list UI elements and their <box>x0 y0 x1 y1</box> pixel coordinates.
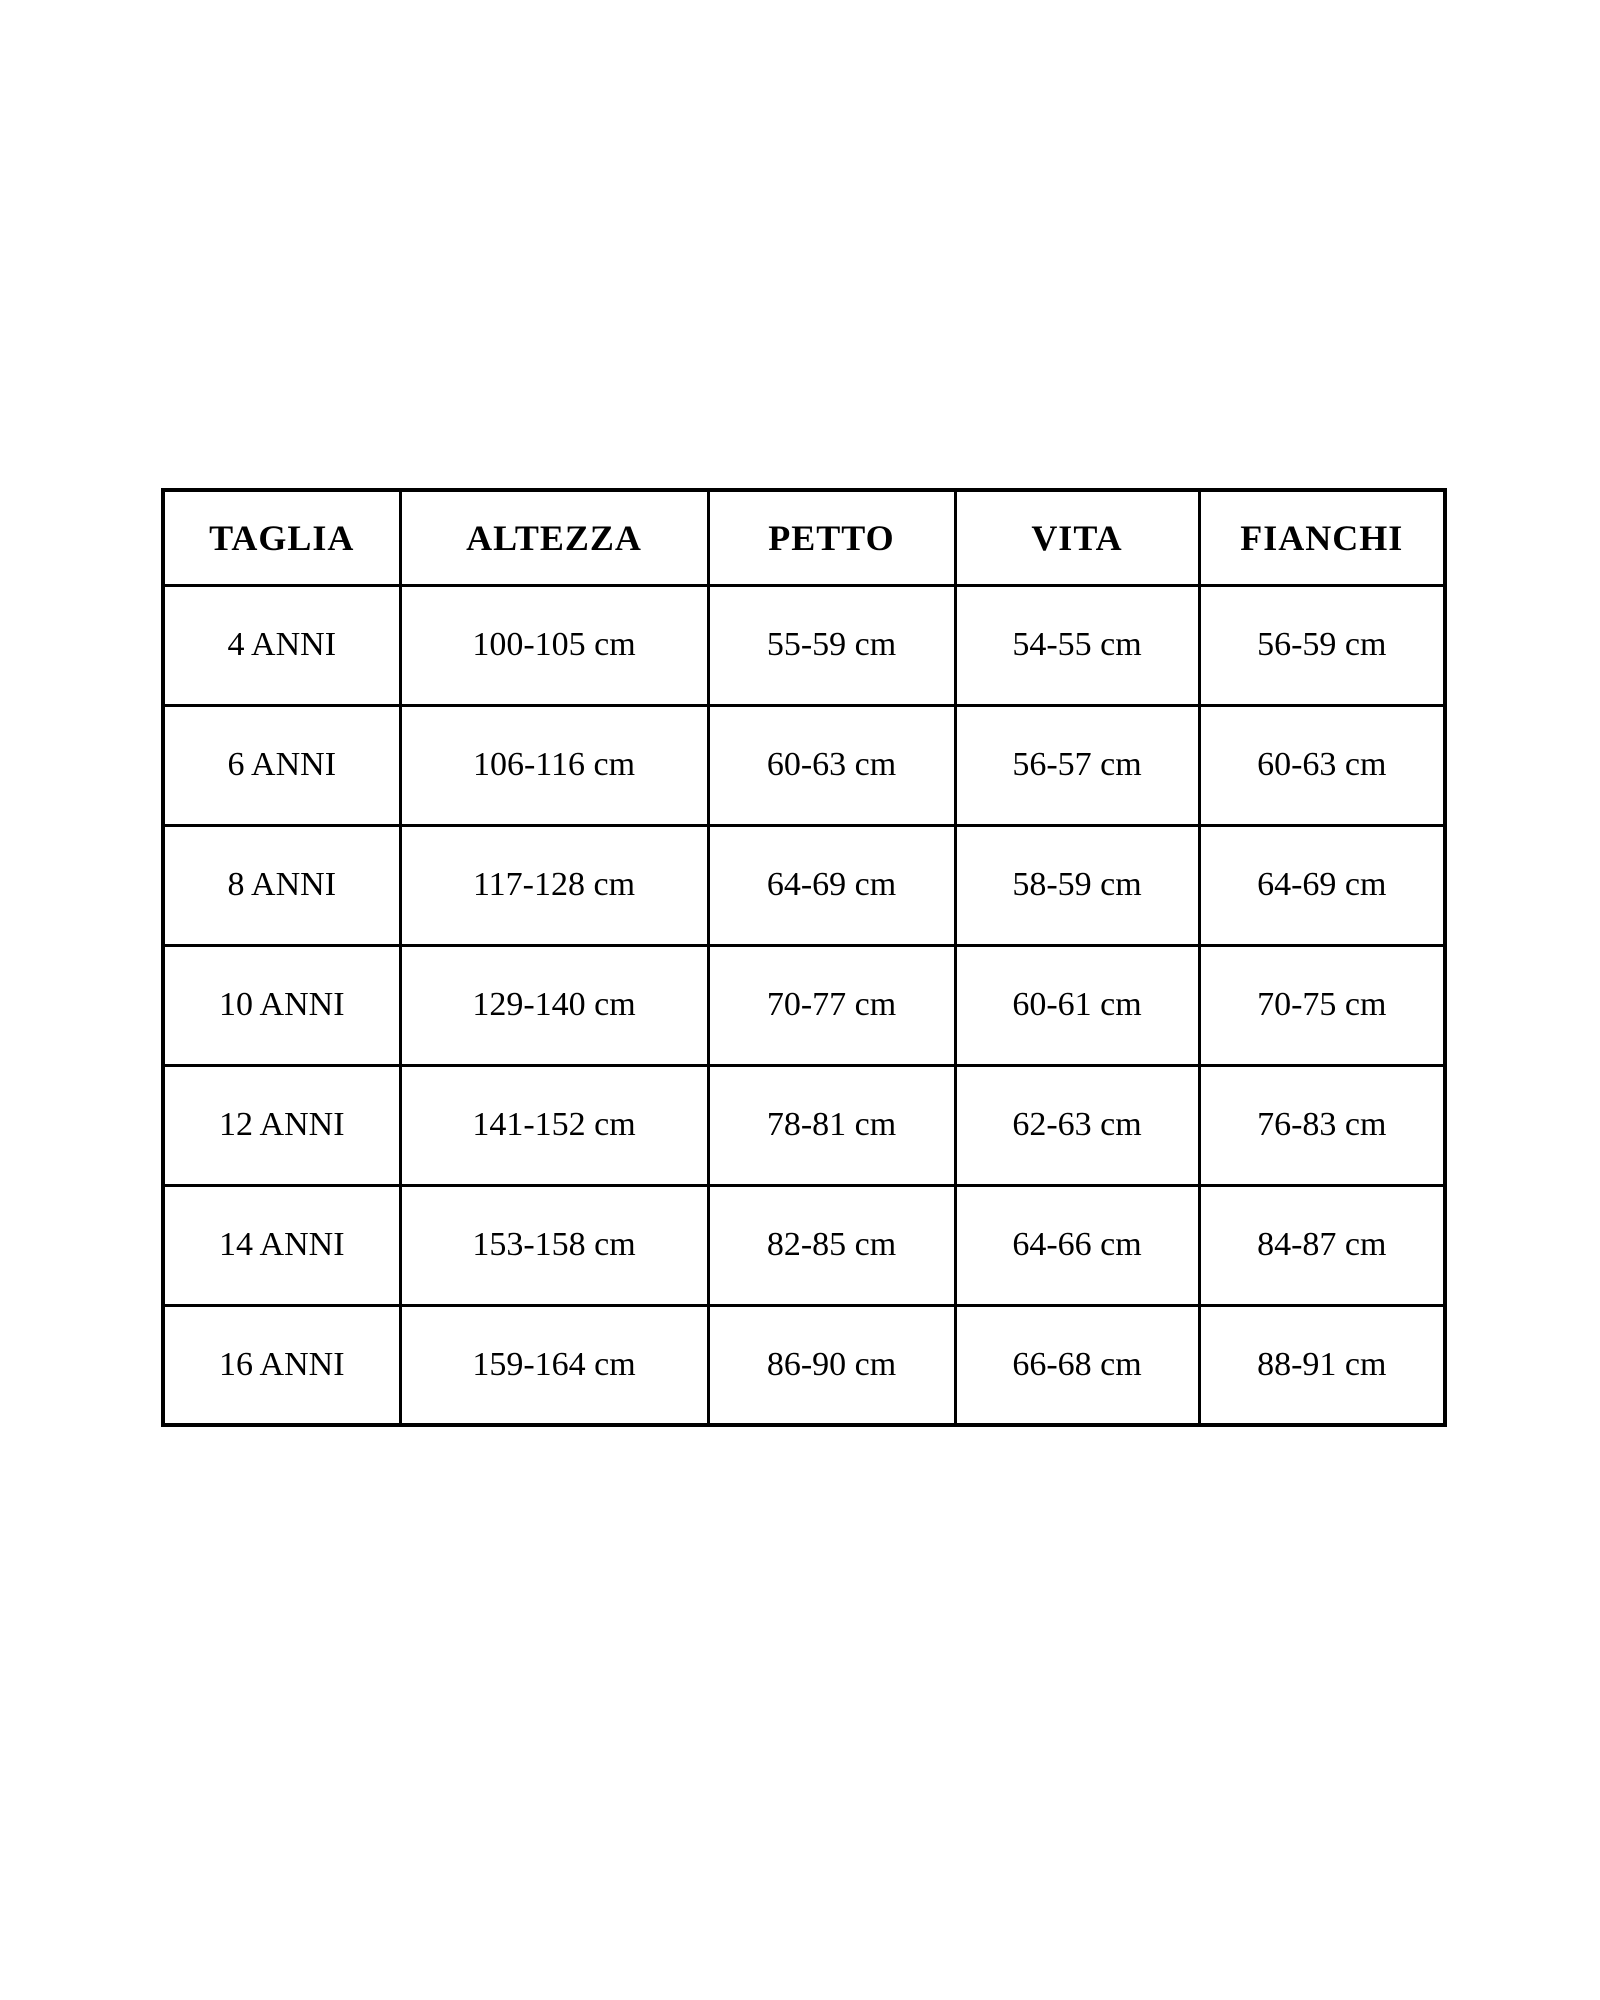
cell-taglia: 14 ANNI <box>163 1185 400 1305</box>
column-header-vita: VITA <box>955 490 1199 585</box>
cell-petto: 70-77 cm <box>708 945 955 1065</box>
cell-vita: 66-68 cm <box>955 1305 1199 1425</box>
cell-petto: 78-81 cm <box>708 1065 955 1185</box>
cell-vita: 54-55 cm <box>955 585 1199 705</box>
cell-fianchi: 70-75 cm <box>1199 945 1445 1065</box>
cell-altezza: 117-128 cm <box>400 825 708 945</box>
cell-vita: 58-59 cm <box>955 825 1199 945</box>
cell-vita: 60-61 cm <box>955 945 1199 1065</box>
cell-taglia: 10 ANNI <box>163 945 400 1065</box>
table-row <box>163 1185 1445 1305</box>
cell-altezza: 129-140 cm <box>400 945 708 1065</box>
cell-taglia: 4 ANNI <box>163 585 400 705</box>
column-header-fianchi: FIANCHI <box>1199 490 1445 585</box>
cell-fianchi: 88-91 cm <box>1199 1305 1445 1425</box>
header-row <box>163 490 1445 585</box>
cell-altezza: 153-158 cm <box>400 1185 708 1305</box>
cell-altezza: 100-105 cm <box>400 585 708 705</box>
cell-vita: 64-66 cm <box>955 1185 1199 1305</box>
size-chart-table <box>161 488 1447 1427</box>
cell-altezza: 106-116 cm <box>400 705 708 825</box>
cell-taglia: 16 ANNI <box>163 1305 400 1425</box>
table-row <box>163 945 1445 1065</box>
table-row <box>163 705 1445 825</box>
cell-vita: 62-63 cm <box>955 1065 1199 1185</box>
cell-fianchi: 76-83 cm <box>1199 1065 1445 1185</box>
column-header-altezza: ALTEZZA <box>400 490 708 585</box>
cell-fianchi: 60-63 cm <box>1199 705 1445 825</box>
table-row <box>163 585 1445 705</box>
cell-vita: 56-57 cm <box>955 705 1199 825</box>
column-header-taglia: TAGLIA <box>163 490 400 585</box>
cell-petto: 64-69 cm <box>708 825 955 945</box>
cell-fianchi: 56-59 cm <box>1199 585 1445 705</box>
cell-petto: 86-90 cm <box>708 1305 955 1425</box>
table-row <box>163 1065 1445 1185</box>
cell-taglia: 12 ANNI <box>163 1065 400 1185</box>
cell-taglia: 6 ANNI <box>163 705 400 825</box>
cell-altezza: 159-164 cm <box>400 1305 708 1425</box>
cell-fianchi: 84-87 cm <box>1199 1185 1445 1305</box>
cell-petto: 55-59 cm <box>708 585 955 705</box>
cell-fianchi: 64-69 cm <box>1199 825 1445 945</box>
table-row <box>163 1305 1445 1425</box>
table-row <box>163 825 1445 945</box>
cell-petto: 60-63 cm <box>708 705 955 825</box>
cell-petto: 82-85 cm <box>708 1185 955 1305</box>
cell-taglia: 8 ANNI <box>163 825 400 945</box>
column-header-petto: PETTO <box>708 490 955 585</box>
cell-altezza: 141-152 cm <box>400 1065 708 1185</box>
